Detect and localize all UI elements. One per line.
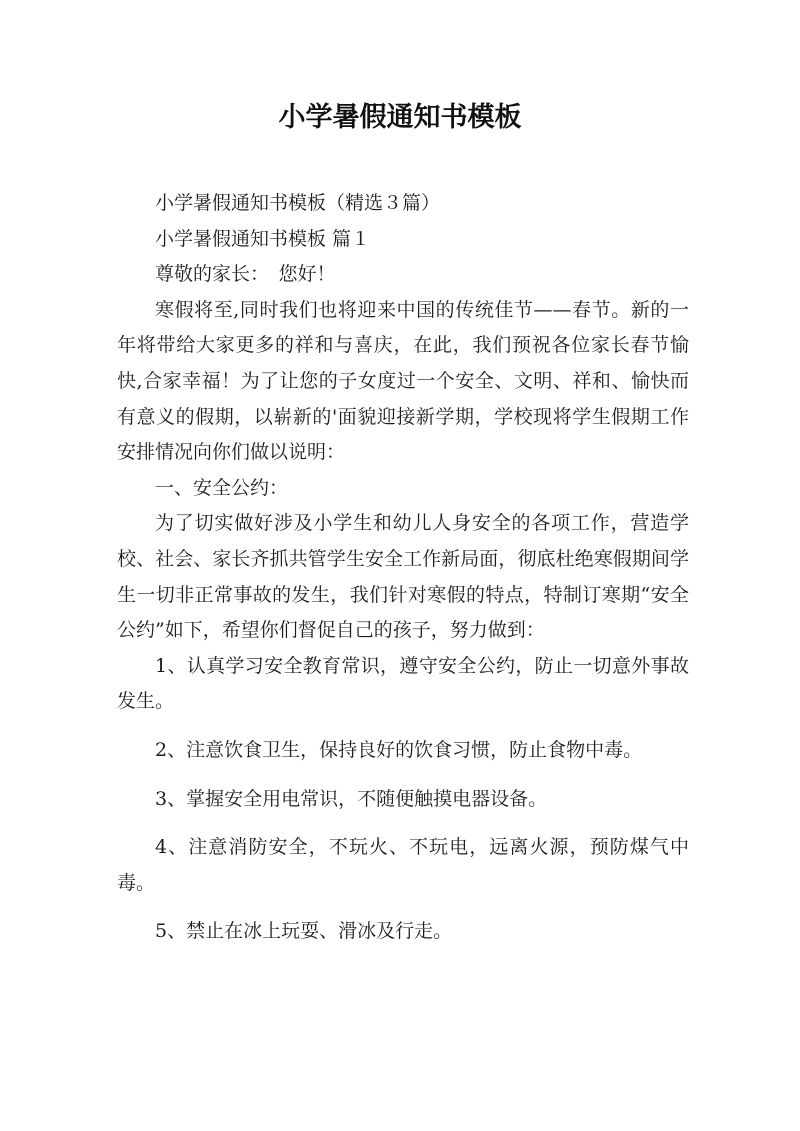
greeting-paragraph: 尊敬的家长： 您好！ (155, 263, 336, 286)
safety-heading: 一、安全公约： (155, 476, 289, 499)
subtitle-paragraph: 小学暑假通知书模板（精选３篇） (155, 192, 441, 214)
document-body (117, 186, 689, 950)
list-item: 2、注意饮食卫生，保持良好的饮食习惯，防止食物中毒。 (155, 738, 643, 761)
safety-intro-paragraph: 为了切实做好涉及小学生和幼儿人身安全的各项工作，营造学校、社会、家长齐抓共管学生安全工作新局面，彻底杜绝寒假期间学生一切非正常事故的发生，我们针对寒假的特点，特制订寒期“安全公约”如下，希望你们督促自己的孩子，努力做到： (117, 512, 689, 642)
list-item: 1、认真学习安全教育常识，遵守安全公约，防止一切意外事故发生。 (117, 654, 689, 713)
intro-paragraph: 寒假将至,同时我们也将迎来中国的传统佳节——春节。新的一年将带给大家更多的祥和与喜庆，在此，我们预祝各位家长春节愉快,合家幸福！为了让您的子女度过一个安全、文明、祥和、愉快而有意义的假期，以崭新的'面貌迎接新学期，学校现将学生假期工作安排情况向你们做以说明： (117, 298, 689, 464)
section-heading: 小学暑假通知书模板 篇１ (155, 227, 371, 250)
document-title: 小学暑假通知书模板 (278, 102, 522, 133)
list-item: 5、禁止在冰上玩耍、滑冰及行走。 (155, 920, 453, 943)
list-item: 3、掌握安全用电常识，不随便触摸电器设备。 (155, 787, 548, 810)
list-item: 4、注意消防安全，不玩火、不玩电，远离火源，预防煤气中毒。 (117, 836, 689, 894)
